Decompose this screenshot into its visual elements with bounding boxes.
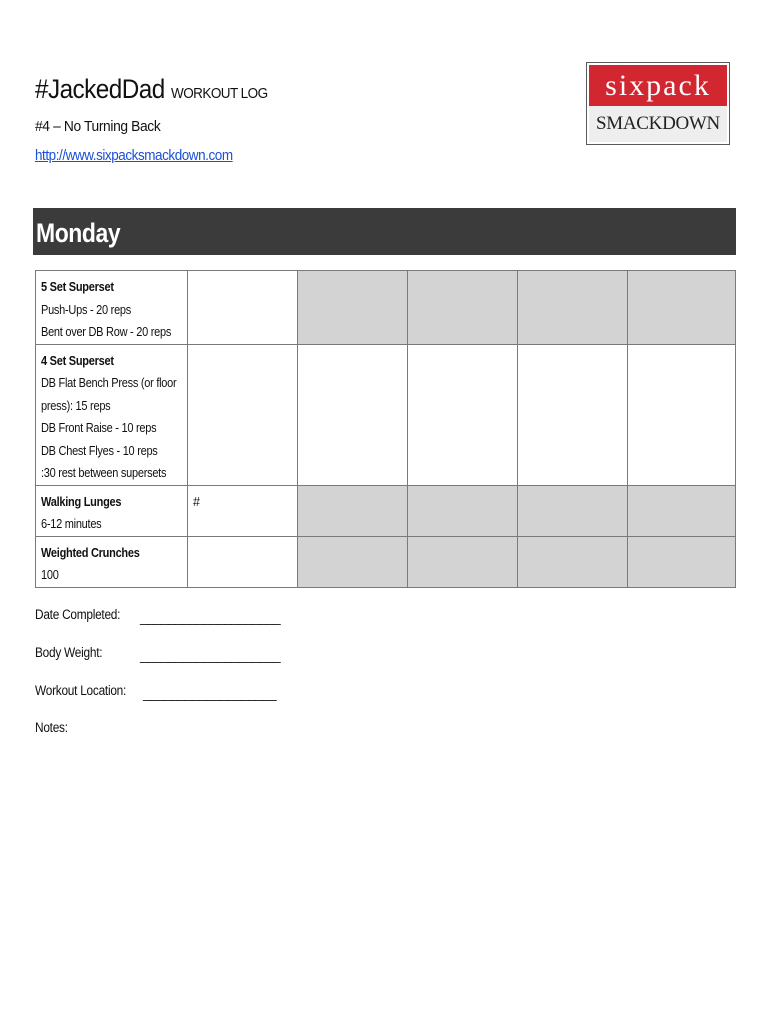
set-cell[interactable] [298,271,408,345]
table-row [36,536,736,587]
exercise-cell [36,344,188,485]
title-main: #JackedDad [35,74,165,104]
record-cell[interactable] [188,485,298,536]
exercise-title: Weighted Crunches [41,545,140,560]
record-mark [188,537,297,542]
exercise-cell [36,271,188,345]
exercise-detail: DB Chest Flyes - 10 reps [41,443,158,458]
set-cell[interactable] [518,536,628,587]
exercise-cell [36,536,188,587]
record-mark: # [193,494,200,509]
record-cell[interactable] [188,344,298,485]
set-cell[interactable] [408,271,518,345]
exercise-detail: 6-12 minutes [41,517,102,531]
exercise-title: 5 Set Superset [41,280,114,294]
date-completed-label: Date Completed: [35,607,121,622]
table-row [36,344,736,485]
notes-label: Notes: [35,720,68,735]
exercise-detail: 100 [41,568,59,582]
record-mark [188,345,297,350]
workout-location-line[interactable]: ___________________ [143,686,277,701]
logo-bottom-text: SMACKDOWN [589,106,727,142]
exercise-detail: DB Front Raise - 10 reps [41,421,157,435]
set-cell[interactable] [408,344,518,485]
record-mark [188,271,297,276]
body-weight-line[interactable]: ____________________ [140,648,281,663]
date-completed-line[interactable]: ____________________ [140,610,281,625]
exercise-cell [36,485,188,536]
exercise-detail: Bent over DB Row - 20 reps [41,325,172,339]
record-cell[interactable] [188,536,298,587]
workout-table [35,270,736,588]
day-title: Monday [36,218,121,248]
record-cell[interactable] [188,271,298,345]
set-cell[interactable] [408,485,518,536]
log-header [35,74,535,105]
day-header-bar [33,208,736,255]
set-cell[interactable] [298,344,408,485]
exercise-title: Walking Lunges [41,494,122,509]
workout-location-label: Workout Location: [35,683,127,698]
workout-subtitle: #4 – No Turning Back [35,118,161,135]
title-suffix: WORKOUT LOG [171,85,268,102]
table-row [36,271,736,345]
set-cell[interactable] [628,344,736,485]
exercise-detail: DB Flat Bench Press (or floor [41,376,177,390]
set-cell[interactable] [628,485,736,536]
set-cell[interactable] [298,536,408,587]
exercise-detail: press): 15 reps [41,398,111,413]
set-cell[interactable] [628,271,736,345]
sixpack-smackdown-logo [586,62,730,145]
website-link[interactable]: http://www.sixpacksmackdown.com [35,147,233,164]
set-cell[interactable] [518,344,628,485]
set-cell[interactable] [628,536,736,587]
exercise-detail: :30 rest between supersets [41,466,167,480]
set-cell[interactable] [518,271,628,345]
set-cell[interactable] [298,485,408,536]
set-cell[interactable] [518,485,628,536]
set-cell[interactable] [408,536,518,587]
table-row [36,485,736,536]
body-weight-label: Body Weight: [35,645,103,660]
exercise-title: 4 Set Superset [41,353,114,368]
exercise-detail: Push-Ups - 20 reps [41,302,132,317]
page-title [35,74,535,105]
logo-top-text: sixpack [589,65,727,106]
